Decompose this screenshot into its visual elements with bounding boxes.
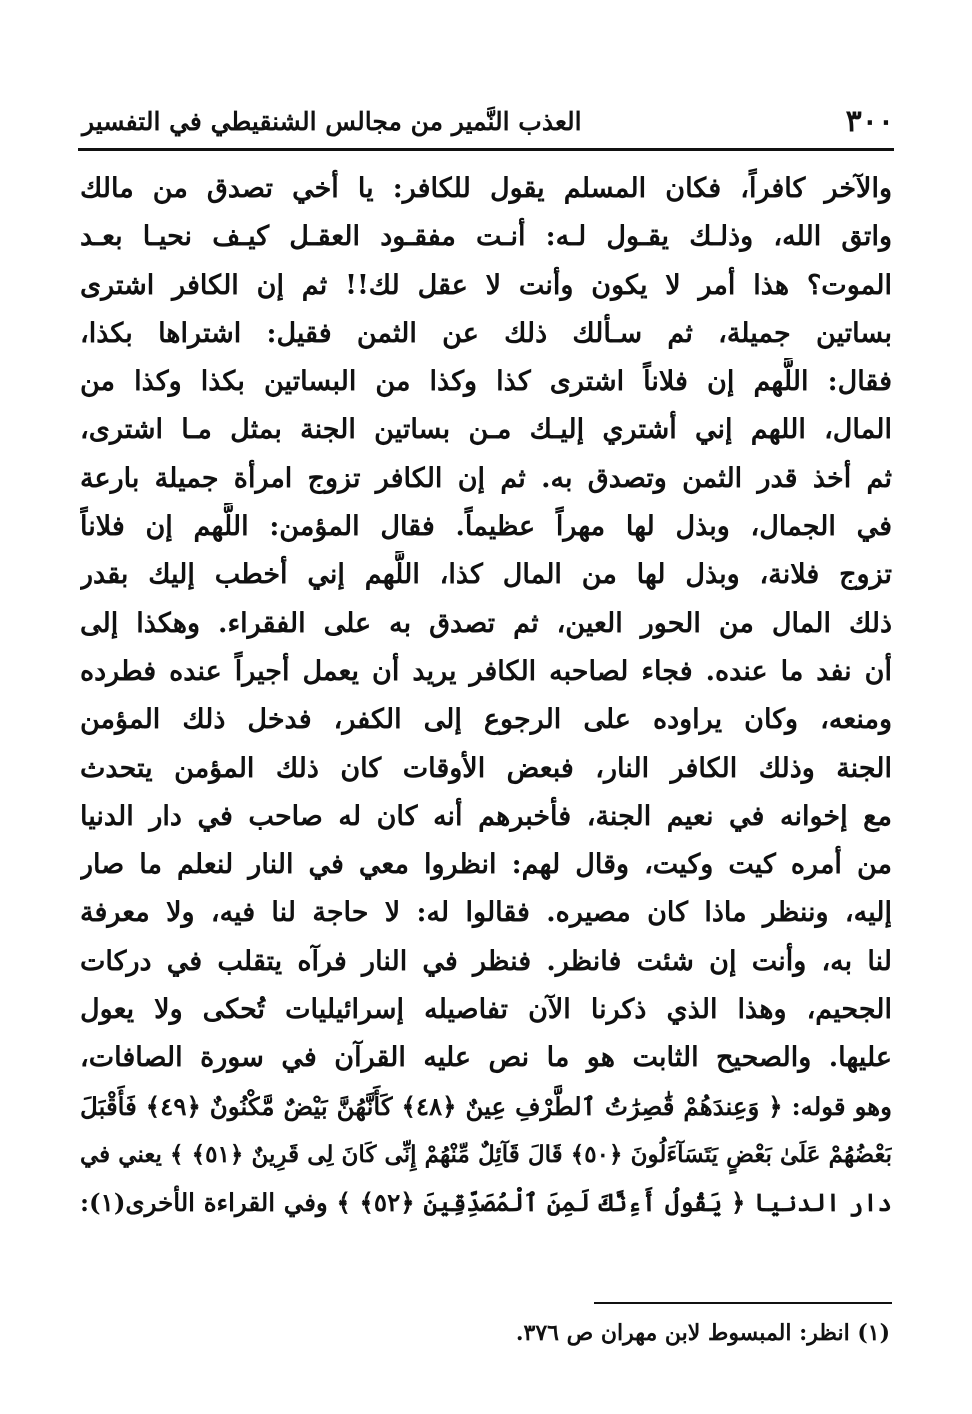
text-line: تزوج فلانة، وبذل لها من المال كذا، اللَّهم إني أخطب إليك بقدر: [80, 559, 892, 591]
text-line: مع إخوانه في نعيم الجنة، فأخبرهم أنه كان له صاحب في دار الدنيا: [80, 800, 892, 832]
text-line: أن نفد ما عنده. فجاء لصاحبه الكافر يريد أن يعمل أجيراً عنده فطرده: [80, 655, 892, 687]
text-line: الجحيم، وهذا الذي ذكرنا الآن تفاصيله إسرائيليات تُحكى ولا يعول: [80, 994, 892, 1026]
running-title: العذب النَّمير من مجالس الشنقيطي في التفسير: [82, 107, 582, 136]
page-header: [82, 102, 894, 142]
quran-verse-line: دار الدنيا ﴿ يَقُولُ أَءِنَّكَ لَمِنَ ٱلْمُصَدِّقِينَ ﴿٥٢﴾ ﴾ وفي القراءة الأخرى(١):: [80, 1188, 892, 1218]
footnote: (١) انظر: المبسوط لابن مهران ص ٣٧٦.: [515, 1320, 890, 1346]
page-number: ٣٠٠: [845, 104, 894, 139]
quran-verse-line: بَعْضُهُمْ عَلَىٰ بَعْضٍ يَتَسَآءَلُونَ ﴿٥٠﴾ قَالَ قَآئِلٌ مِّنْهُمْ إِنِّى كَانَ لِى قَرِينٌ ﴿٥١﴾ ﴾ يعني في: [80, 1140, 892, 1168]
text-line: من أمره كيت وكيت، وقال لهم: انظروا معي في النار لنعلم ما صار: [80, 849, 892, 881]
text-line: ذلك المال من الحور العين، ثم تصدق به على الفقراء. وهكذا إلى: [80, 607, 892, 639]
text-line: ومنعه، وكان يراوده على الرجوع إلى الكفر، فدخل ذلك المؤمن: [80, 704, 892, 736]
text-line: بساتين جميلة، ثم سـألك ذلك عن الثمن فقيل: اشتراها بكذا،: [80, 317, 892, 349]
header-rule: [78, 148, 894, 151]
text-line: في الجمال، وبذل لها مهراً عظيماً. فقال المؤمن: اللَّهم إن فلاناً: [80, 511, 892, 543]
body-text: [80, 165, 892, 1228]
text-line: لنا به، وأنت إن شئت فانظر. فنظر في النار فرآه يتقلب في دركات: [80, 945, 892, 977]
text-line: المال، اللهم إني أشتري إليـك مـن بساتين الجنة بمثل مـا اشترى،: [80, 414, 892, 446]
text-line: فقال: اللَّهم إن فلاناً اشترى كذا وكذا من البساتين بكذا وكذا من: [80, 366, 892, 398]
footnote-rule: [594, 1302, 892, 1304]
text-line: واتق الله، وذلـك يقـول لـه: أنـت مفقـود العقـل كيـف نحيـا بعـد: [80, 221, 892, 253]
text-line: والآخر كافراً، فكان المسلم يقول للكافر: يا أخي تصدق من مالك: [80, 173, 892, 204]
quran-verse-line: وهو قوله: ﴿ وَعِندَهُمْ قَٰصِرَٰتُ ٱلطَّرْفِ عِينٌ ﴿٤٨﴾ كَأَنَّهُنَّ بَيْضٌ مَّكْنُونٌ ﴿٤٩﴾ فَأَقْبَلَ: [80, 1091, 892, 1121]
text-line: الجنة وذلك الكافر النار، فبعض الأوقات كان ذلك المؤمن يتحدث: [80, 752, 892, 784]
text-line: الموت؟ هذا أمر لا يكون وأنت لا عقل لك!! ثم إن الكافر اشترى: [80, 269, 892, 301]
text-line: عليها. والصحيح الثابت هو ما نص عليه القرآن في سورة الصافات،: [80, 1042, 892, 1074]
text-line: ثم أخذ قدر الثمن وتصدق به. ثم إن الكافر تزوج امرأة جميلة بارعة: [80, 462, 892, 494]
text-line: إليه، وننظر ماذا كان مصيره. فقالوا له: لا حاجة لنا فيه، ولا معرفة: [80, 897, 892, 929]
